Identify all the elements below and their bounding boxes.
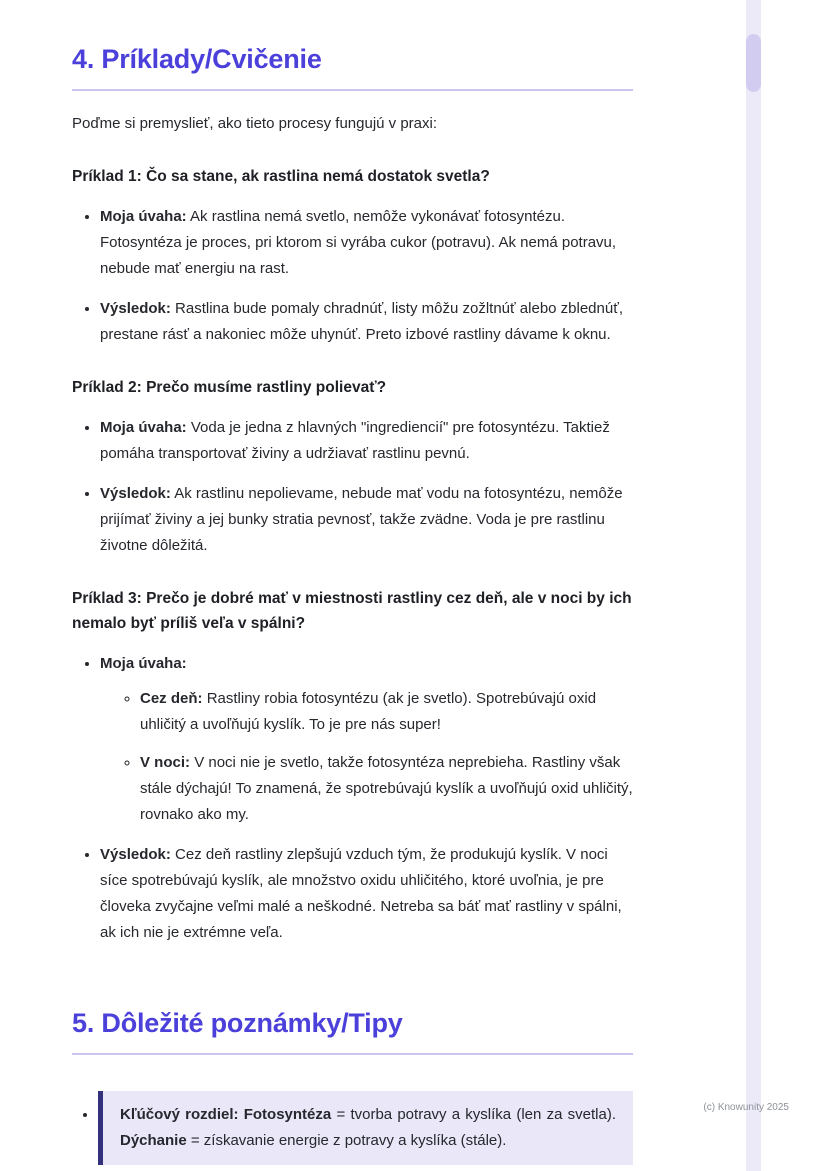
scrollbar-thumb[interactable] xyxy=(746,34,761,92)
bullet-text: Rastlina bude pomaly chradnúť, listy môžu zožltnúť alebo zblednúť, prestane rásť a nakoniec môže uhynúť. Preto izbové rastliny dávame k oknu. xyxy=(100,300,624,343)
list-item xyxy=(100,842,633,946)
bullet-label: Výsledok: xyxy=(100,485,171,502)
bullet-label: Výsledok: xyxy=(100,846,171,863)
callout-run-bold: Kľúčový rozdiel: Fotosyntéza xyxy=(120,1106,332,1123)
section-4-title: 4. Príklady/Cvičenie xyxy=(72,44,322,74)
example-3-list xyxy=(72,651,633,946)
bullet-label: Moja úvaha: xyxy=(100,655,187,672)
example-2-list xyxy=(72,415,633,559)
section-5-title: 5. Dôležité poznámky/Tipy xyxy=(72,1008,403,1038)
bullet-text: Voda je jedna z hlavných "ingrediencií" pre fotosyntézu. Taktiež pomáha transportovať živiny a udržiavať rastlinu pevnú. xyxy=(100,419,610,462)
key-difference-callout xyxy=(98,1091,633,1165)
copyright-watermark: (c) Knowunity 2025 xyxy=(703,1102,789,1113)
section-4-intro: Poďme si premyslieť, ako tieto procesy fungujú v praxi: xyxy=(72,115,438,132)
section-5-divider xyxy=(72,1053,633,1055)
callout-run: = získavanie energie z potravy a kyslíka (stále). xyxy=(186,1132,507,1149)
list-item xyxy=(100,651,633,828)
sub-list-item xyxy=(140,750,633,828)
bullet-label: Moja úvaha: xyxy=(100,208,187,225)
callout-run: = tvorba potravy a kyslíka (len za svetla). xyxy=(331,1106,616,1123)
sub-bullet-label: Cez deň: xyxy=(140,690,203,707)
sub-bullet-label: V noci: xyxy=(140,754,191,771)
example-2-heading: Príklad 2: Prečo musíme rastliny polievať? xyxy=(72,379,387,396)
example-3-sublist xyxy=(100,686,633,828)
bullet-text: Cez deň rastliny zlepšujú vzduch tým, že produkujú kyslík. V noci síce spotrebúvajú kyslík, ale množstvo oxidu uhličitého, ktoré uvoľnia, je pre človeka zvyčajne veľmi malé a neškodné. Netreba sa báť mať rastliny v spálni, ak ich nie je extrémne veľa. xyxy=(100,846,622,941)
section-5-list xyxy=(72,1091,633,1165)
list-item xyxy=(98,1091,633,1165)
list-item xyxy=(100,204,633,282)
scrollbar-track[interactable] xyxy=(746,0,761,1171)
list-item xyxy=(100,481,633,559)
list-item xyxy=(100,415,633,467)
example-3-heading: Príklad 3: Prečo je dobré mať v miestnosti rastliny cez deň, ale v noci by ich nemalo byť príliš veľa v spálni? xyxy=(72,590,632,632)
sub-bullet-text: Rastliny robia fotosyntézu (ak je svetlo). Spotrebúvajú oxid uhličitý a uvoľňujú kyslík. To je pre nás super! xyxy=(140,690,597,733)
bullet-label: Moja úvaha: xyxy=(100,419,187,436)
callout-run-bold: Dýchanie xyxy=(120,1132,187,1149)
bullet-label: Výsledok: xyxy=(100,300,171,317)
example-1-heading: Príklad 1: Čo sa stane, ak rastlina nemá dostatok svetla? xyxy=(72,168,490,185)
bullet-text: Ak rastlinu nepolievame, nebude mať vodu na fotosyntézu, nemôže prijímať živiny a jej bunky stratia pevnosť, takže zvädne. Voda je pre rastlinu životne dôležitá. xyxy=(100,485,623,554)
sub-bullet-text: V noci nie je svetlo, takže fotosyntéza neprebieha. Rastliny však stále dýchajú! To znamená, že spotrebúvajú kyslík a uvoľňujú oxid uhličitý, rovnako ako my. xyxy=(140,754,633,823)
bullet-text: Ak rastlina nemá svetlo, nemôže vykonávať fotosyntézu. Fotosyntéza je proces, pri ktorom si vyrába cukor (potravu). Ak nemá potravu, nebude mať energiu na rast. xyxy=(100,208,617,277)
document-page xyxy=(72,42,633,1165)
list-item xyxy=(100,296,633,348)
sub-list-item xyxy=(140,686,633,738)
section-4-divider xyxy=(72,89,633,91)
example-1-list xyxy=(72,204,633,348)
